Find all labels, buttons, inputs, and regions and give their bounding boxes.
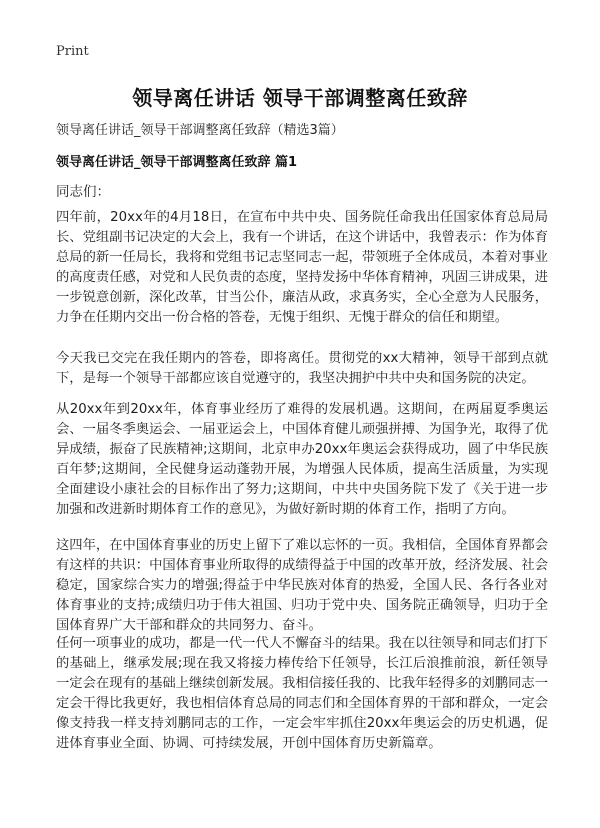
- body-paragraph-3: 从20xx年到20xx年，体育事业经历了难得的发展机遇。这期间，在两届夏季奥运会、一届冬季奥运会、一届亚运会上，中国体育健儿顽强拼搏、为国争光，取得了优异成绩，振奋了民族精神;这期间，北京申办20xx年奥运会获得成功，圆了中华民族百年梦;这期间，全民健身运动蓬勃开展，为增强人民体质，提高生活质量，为实现全面建设小康社会的目标作出了努力;这期间，中共中央国务院下发了《关于进一步加强和改进新时期体育工作的意见》，为做好新时期的体育工作，指明了方向。: [56, 402, 548, 517]
- print-link[interactable]: Print: [56, 44, 89, 59]
- body-paragraph-4: 这四年，在中国体育事业的历史上留下了难以忘怀的一页。我相信，全国体育界都会有这样的共识：中国体育事业所取得的成绩得益于中国的改革开放，经济发展、社会稳定，国家综合实力的增强;得益于中华民族对体育的热爱，全国人民、各行各业对体育事业的支持;成绩归功于伟大祖国、归功于党中央、国务院正确领导，归功于全国体育界广大干部和群众的共同努力、奋斗。: [56, 538, 548, 633]
- section-heading: 领导离任讲话_领导干部调整离任致辞 篇1: [56, 155, 298, 170]
- body-paragraph-2: 今天我已交完在我任期内的答卷，即将离任。贯彻党的xx大精神，领导干部到点就下，是每一个领导干部都应该自觉遵守的，我坚决拥护中共中央和国务院的决定。: [56, 351, 548, 386]
- body-paragraph-5: 任何一项事业的成功，都是一代一代人不懈奋斗的结果。我在以往领导和同志们打下的基础上，继承发展;现在我又将接力棒传给下任领导，长江后浪推前浪，新任领导一定会在现有的基础上继续创新发展。我相信接任我的、比我年轻得多的刘鹏同志一定会干得比我更好，我也相信体育总局的同志们和全国体育界的干部和群众，一定会像支持我一样支持刘鹏同志的工作，一定会牢牢抓住20xx年奥运会的历史机遇，促进体育事业全面、协调、可持续发展，开创中国体育历史新篇章。: [56, 636, 548, 751]
- body-paragraph-1: 四年前，20xx年的4月18日，在宣布中共中央、国务院任命我出任国家体育总局局长、党组副书记决定的大会上，我有一个讲话，在这个讲话中，我曾表示：作为体育总局的新一任局长，我将和党组书记志坚同志一起，带领班子全体成员，本着对事业的高度责任感，对党和人民负责的态度，坚持发扬中华体育精神，巩固三讲成果，进一步锐意创新，深化改革，甘当公仆，廉洁从政，求真务实，全心全意为人民服务，力争在任期内交出一份合格的答卷，无愧于组织、无愧于群众的信任和期望。: [56, 210, 548, 325]
- greeting-text: 同志们：: [56, 184, 110, 200]
- page-title: 领导离任讲话 领导干部调整离任致辞: [132, 86, 468, 110]
- document-subtitle: 领导离任讲话_领导干部调整离任致辞（精选3篇）: [56, 123, 344, 138]
